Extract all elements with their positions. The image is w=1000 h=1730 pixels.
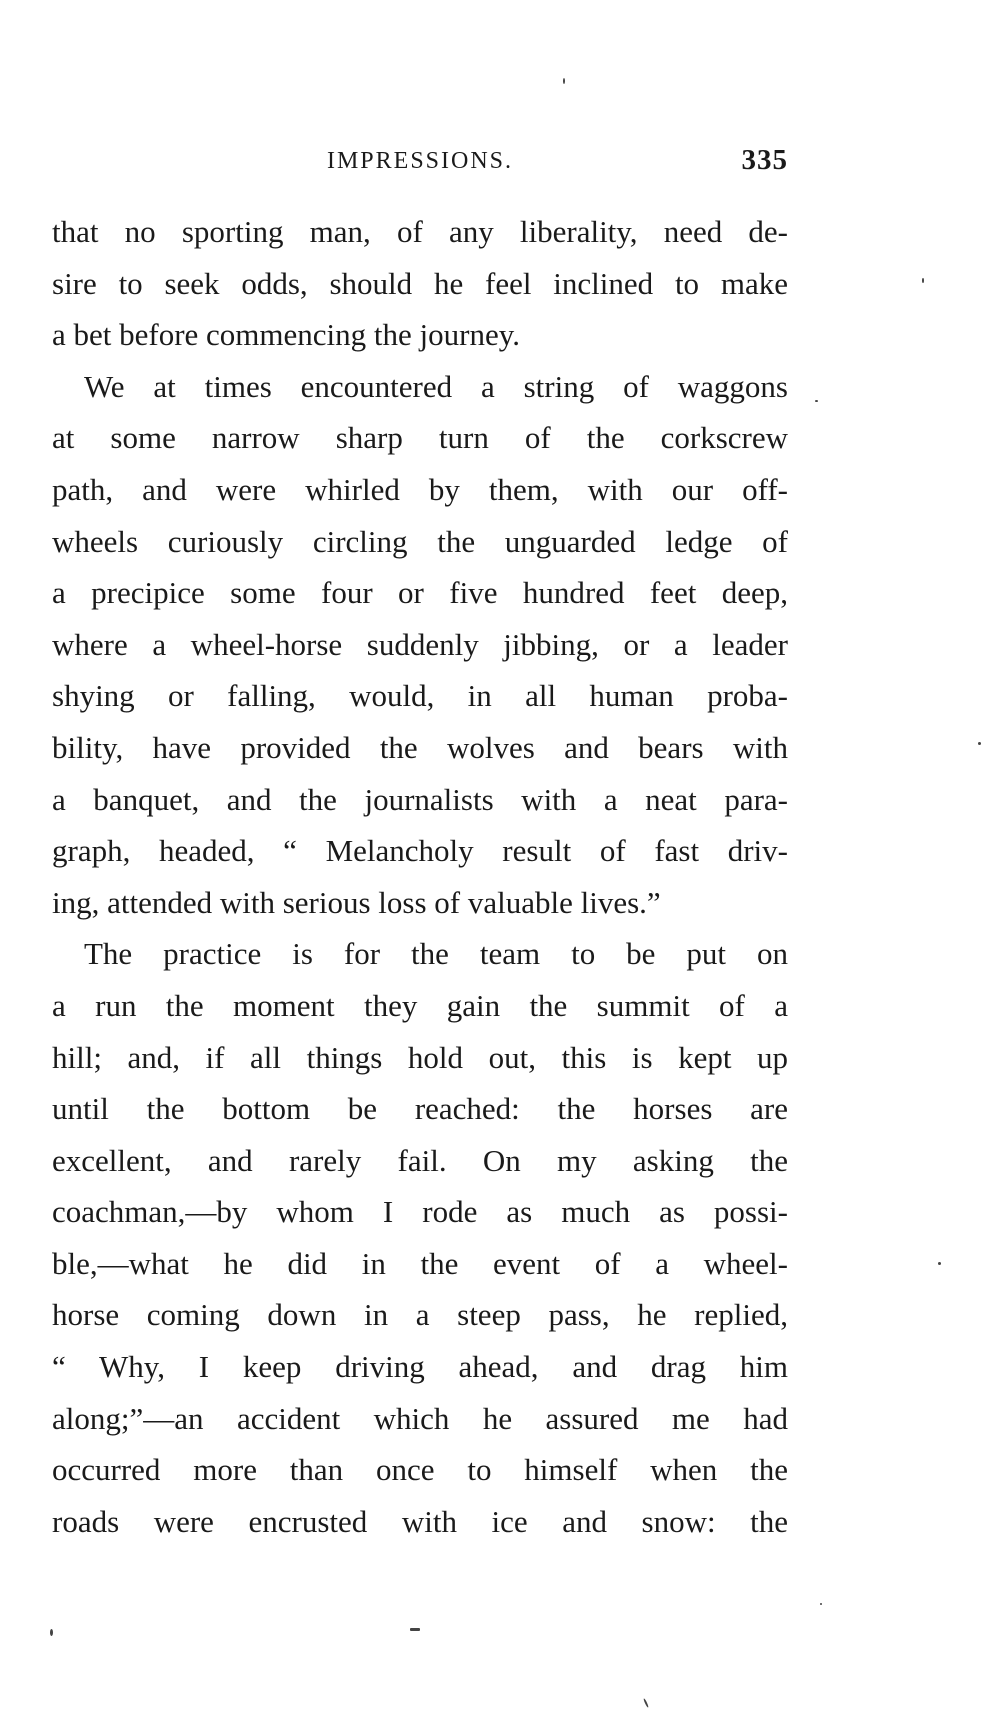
scan-speck bbox=[410, 1628, 420, 1631]
scan-speck bbox=[563, 78, 565, 84]
text-line: “ Why, I keep driving ahead, and drag him bbox=[52, 1349, 788, 1385]
text-line: ble,—what he did in the event of a wheel- bbox=[52, 1245, 788, 1281]
scan-speck bbox=[815, 400, 818, 402]
text-line: a banquet, and the journalists with a neat para- bbox=[52, 781, 788, 817]
text-line: roads were encrusted with ice and snow: the bbox=[52, 1503, 788, 1539]
scan-speck bbox=[643, 1698, 649, 1708]
running-head bbox=[52, 144, 788, 188]
text-line: We at times encountered a string of waggons bbox=[84, 368, 788, 404]
text-line: The practice is for the team to be put on bbox=[84, 936, 788, 972]
text-line: a precipice some four or five hundred feet deep, bbox=[52, 575, 788, 611]
text-line: along;”—an accident which he assured me had bbox=[52, 1400, 788, 1436]
text-line: at some narrow sharp turn of the corkscrew bbox=[52, 420, 788, 456]
text-line: that no sporting man, of any liberality, need de- bbox=[52, 214, 788, 249]
scan-speck bbox=[50, 1629, 53, 1636]
text-line: path, and were whirled by them, with our off- bbox=[52, 471, 788, 507]
text-line: a run the moment they gain the summit of a bbox=[52, 987, 788, 1023]
scan-speck bbox=[820, 1603, 822, 1605]
text-line: where a wheel-horse suddenly jibbing, or a leader bbox=[52, 626, 788, 662]
text-line: coachman,—by whom I rode as much as possi- bbox=[52, 1194, 788, 1230]
text-line: until the bottom be reached: the horses are bbox=[52, 1091, 788, 1127]
scan-speck bbox=[922, 278, 924, 283]
text-line: shying or falling, would, in all human proba- bbox=[52, 678, 788, 714]
text-line: ing, attended with serious loss of valuable lives.” bbox=[52, 884, 661, 920]
text-line: sire to seek odds, should he feel inclined to make bbox=[52, 265, 788, 301]
paragraph-2 bbox=[52, 361, 788, 929]
page-number: 335 bbox=[741, 144, 788, 176]
text-line: graph, headed, “ Melancholy result of fast driv- bbox=[52, 833, 788, 869]
text-line: wheels curiously circling the unguarded ledge of bbox=[52, 523, 788, 559]
text-line: excellent, and rarely fail. On my asking the bbox=[52, 1142, 788, 1178]
text-line: a bet before commencing the journey. bbox=[52, 317, 520, 353]
scan-speck bbox=[938, 1262, 941, 1265]
paragraph-3 bbox=[52, 928, 788, 1547]
running-title: IMPRESSIONS. bbox=[326, 148, 514, 174]
text-line: bility, have provided the wolves and bears with bbox=[52, 729, 788, 765]
paragraph-1 bbox=[52, 206, 788, 361]
text-line: hill; and, if all things hold out, this is kept up bbox=[52, 1039, 788, 1075]
scan-speck bbox=[978, 742, 981, 745]
text-line: horse coming down in a steep pass, he replied, bbox=[52, 1297, 788, 1333]
body-text bbox=[52, 206, 788, 1547]
text-line: occurred more than once to himself when the bbox=[52, 1452, 788, 1488]
